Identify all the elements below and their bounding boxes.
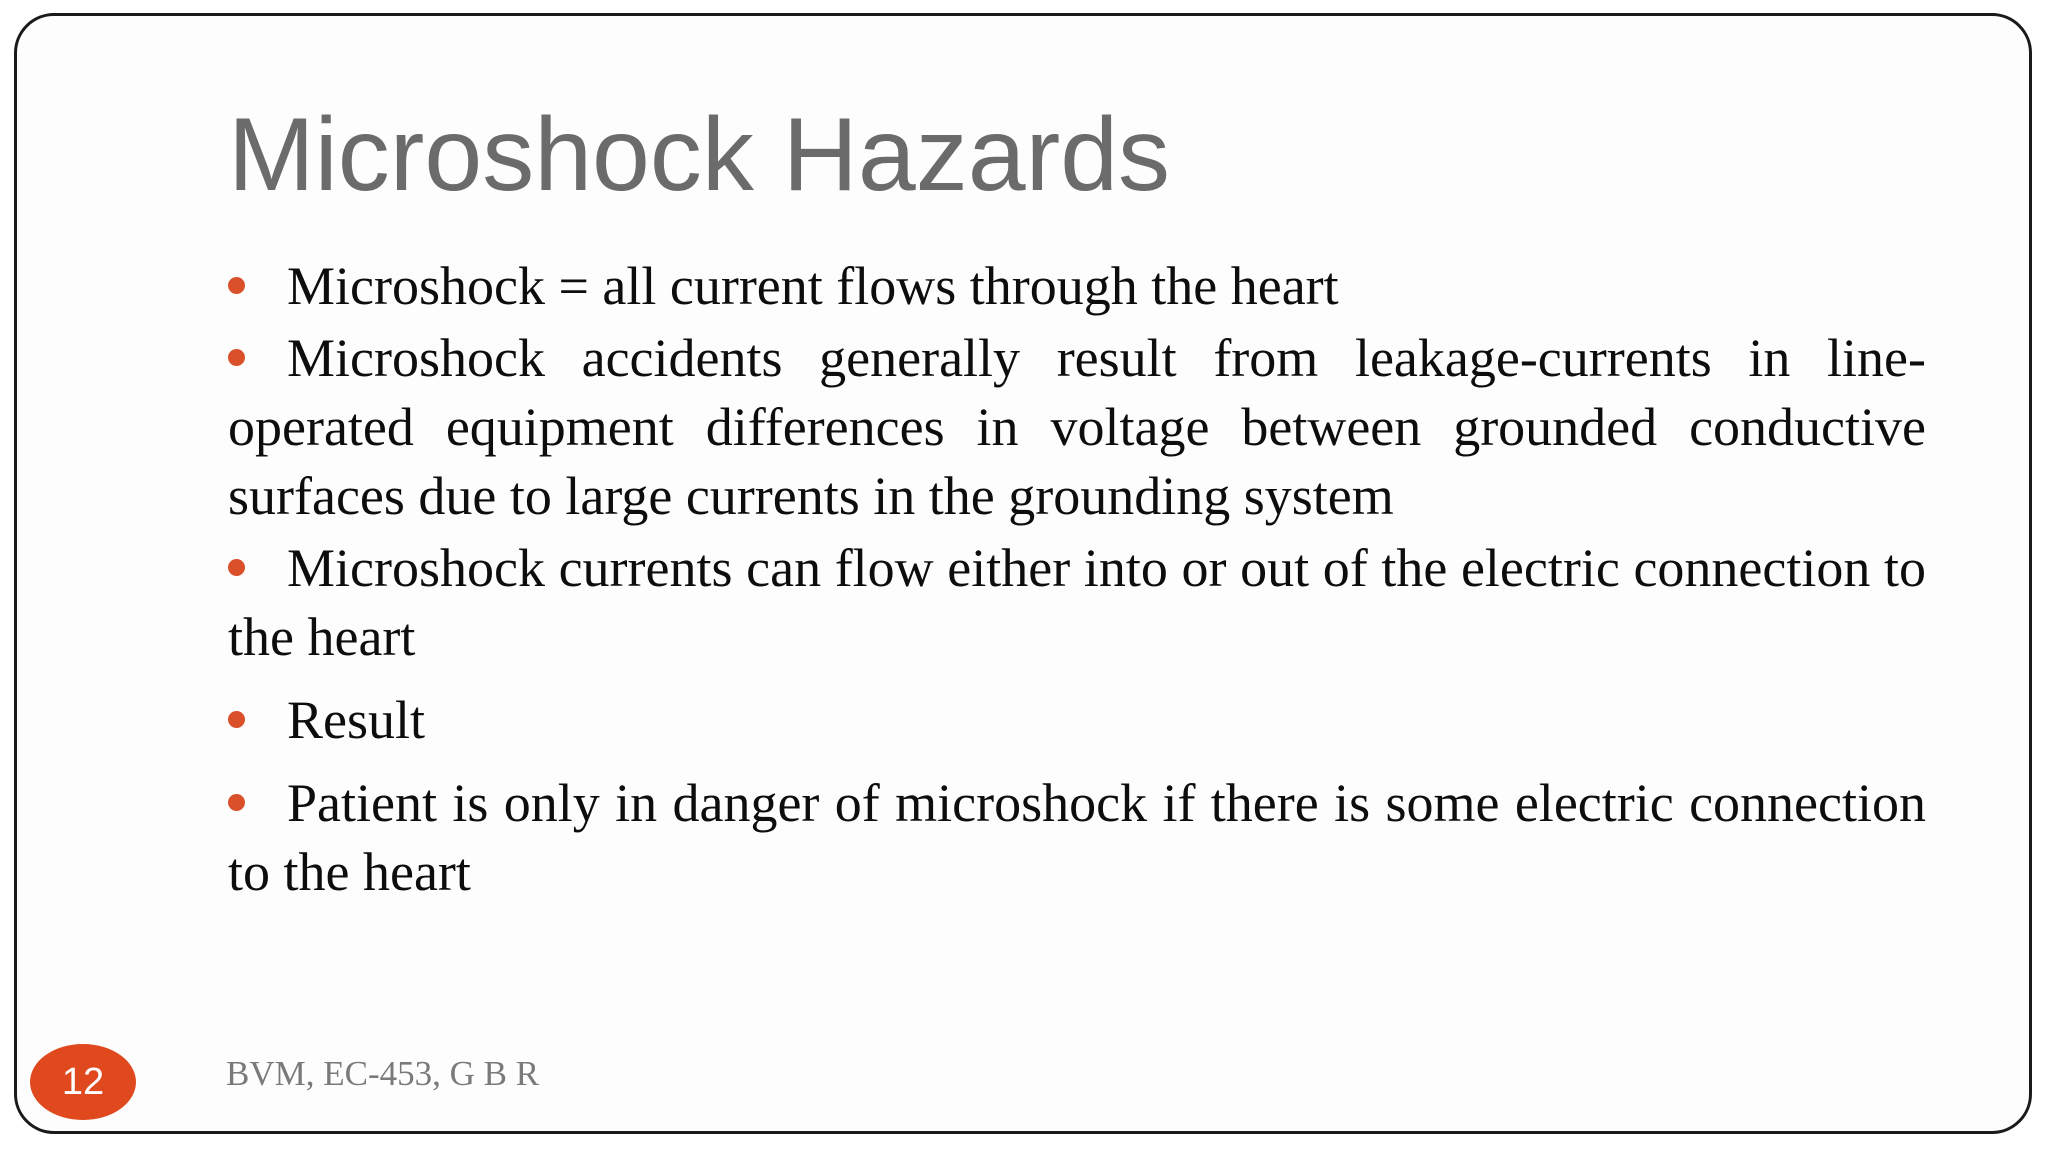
- bullet-item: [228, 534, 1926, 672]
- bullet-item: [228, 686, 1926, 755]
- bullet-text: Microshock currents can flow either into or out of the electric connection to the heart: [228, 538, 1926, 667]
- bullet-dot-icon: [228, 794, 245, 811]
- slide-title: Microshock Hazards: [228, 97, 1171, 213]
- bullet-item: [228, 769, 1926, 907]
- page-number-badge: 12: [30, 1044, 136, 1120]
- bullet-text: Patient is only in danger of microshock if there is some electric connection to the heart: [228, 773, 1926, 902]
- bullet-text: Result: [287, 690, 426, 750]
- bullet-text: Microshock accidents generally result from leakage-currents in line-operated equipment differences in voltage between grounded conductive surfaces due to large currents in the grounding system: [228, 328, 1926, 526]
- bullet-item: [228, 324, 1926, 531]
- bullet-item: [228, 252, 1926, 321]
- bullet-dot-icon: [228, 711, 245, 728]
- bullet-dot-icon: [228, 349, 245, 366]
- footer-text: BVM, EC-453, G B R: [226, 1054, 540, 1093]
- bullet-list: [228, 252, 1926, 910]
- bullet-dot-icon: [228, 559, 245, 576]
- bullet-dot-icon: [228, 277, 245, 294]
- bullet-text: Microshock = all current flows through the heart: [287, 256, 1339, 316]
